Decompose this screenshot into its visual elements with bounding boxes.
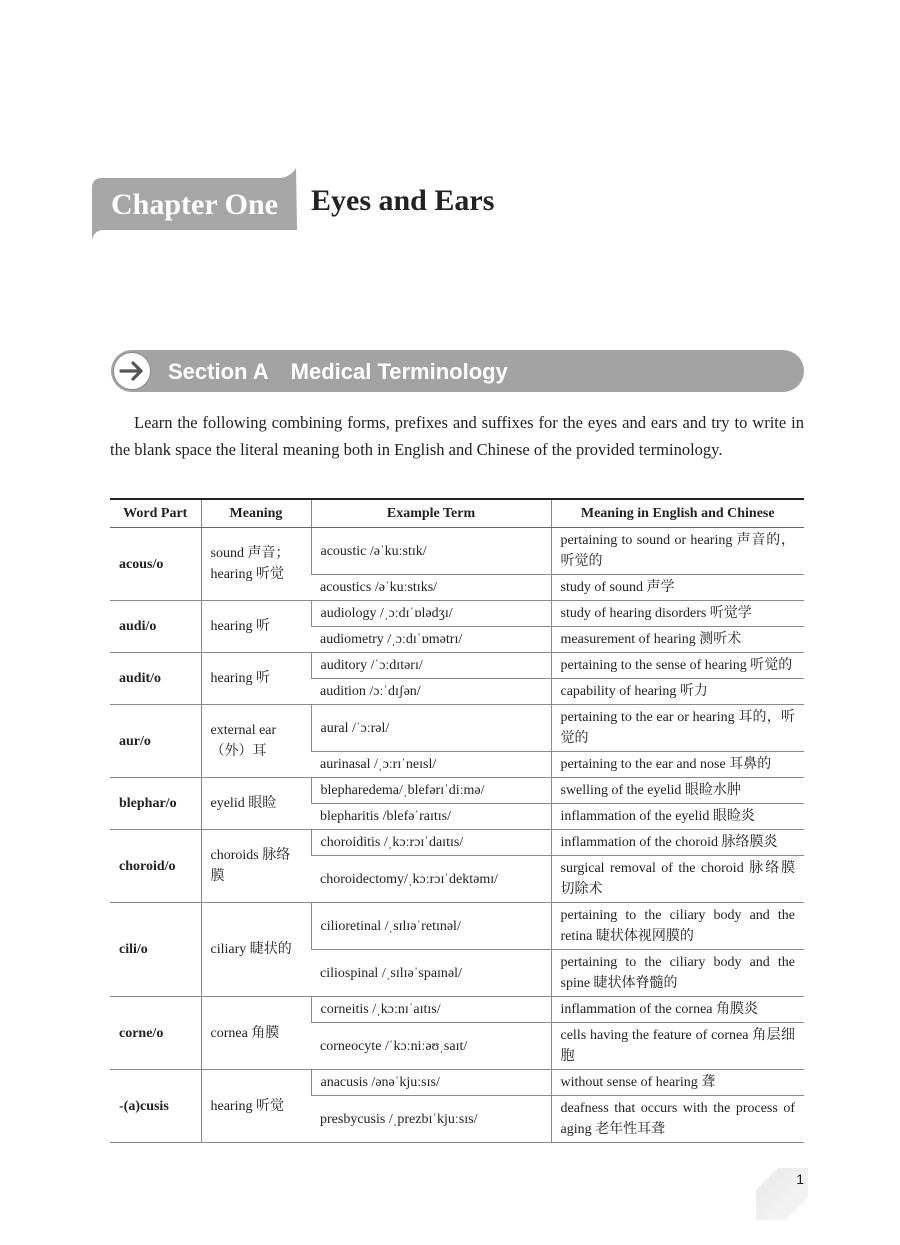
table-row [110,997,804,1023]
table-row [110,778,804,804]
header-meaning: Meaning [201,499,311,528]
term-meaning-cell: pertaining to the ciliary body and the retina 睫状体视网膜的 [551,903,804,950]
meaning-cell: eyelid 眼睑 [201,778,311,830]
example-term-cell: acoustics /əˈkuːstɪks/ [311,575,551,601]
example-term-cell: audiometry /ˌɔːdɪˈɒmətrɪ/ [311,627,551,653]
term-meaning-cell: inflammation of the choroid 脉络膜炎 [551,830,804,856]
example-term-cell: acoustic /əˈkuːstɪk/ [311,528,551,575]
term-meaning-cell: study of sound 声学 [551,575,804,601]
word-part-cell: choroid/o [110,830,201,903]
meaning-cell: sound 声音；hearing 听觉 [201,528,311,601]
word-part-cell: acous/o [110,528,201,601]
example-term-cell: audition /ɔːˈdɪʃən/ [311,679,551,705]
table-row [110,601,804,627]
term-meaning-cell: measurement of hearing 测听术 [551,627,804,653]
intro-paragraph: Learn the following combining forms, prefixes and suffixes for the eyes and ears and try to write in the blank space the literal meaning both in English and Chinese of the provided terminology. [110,413,804,459]
term-meaning-cell: deafness that occurs with the process of aging 老年性耳聋 [551,1096,804,1143]
term-meaning-cell: pertaining to the sense of hearing 听觉的 [551,653,804,679]
chapter-title: Eyes and Ears [311,184,495,217]
table-row [110,653,804,679]
word-part-cell: aur/o [110,705,201,778]
example-term-cell: auditory /ˈɔːdɪtərɪ/ [311,653,551,679]
meaning-cell: hearing 听 [201,653,311,705]
term-meaning-cell: surgical removal of the choroid 脉络膜切除术 [551,856,804,903]
term-meaning-cell: inflammation of the cornea 角膜炎 [551,997,804,1023]
page-number-tab [756,1168,808,1220]
example-term-cell: audiology /ˌɔːdɪˈɒlədʒɪ/ [311,601,551,627]
table-row [110,830,804,856]
page-number: 1 [796,1171,804,1187]
example-term-cell: corneitis /ˌkɔːnɪˈaɪtɪs/ [311,997,551,1023]
word-part-cell: corne/o [110,997,201,1070]
chapter-label: Chapter One [111,188,278,221]
term-meaning-cell: swelling of the eyelid 眼睑水肿 [551,778,804,804]
header-meaning-en-cn: Meaning in English and Chinese [551,499,804,528]
example-term-cell: choroidectomy/ˌkɔːrɔɪˈdektəmɪ/ [311,856,551,903]
word-part-cell: blephar/o [110,778,201,830]
table-row [110,705,804,752]
example-term-cell: choroiditis /ˌkɔːrɔɪˈdaɪtɪs/ [311,830,551,856]
example-term-cell: blepharitis /blefəˈraɪtɪs/ [311,804,551,830]
example-term-cell: blepharedema/ˌblefərɪˈdiːmə/ [311,778,551,804]
term-meaning-cell: pertaining to the ciliary body and the spine 睫状体脊髓的 [551,950,804,997]
section-title: Section A Medical Terminology [168,359,508,384]
meaning-cell: ciliary 睫状的 [201,903,311,997]
table-row [110,903,804,950]
meaning-cell: external ear（外）耳 [201,705,311,778]
example-term-cell: corneocyte /ˈkɔːniːəʊˌsaɪt/ [311,1023,551,1070]
example-term-cell: ciliospinal /ˌsɪlɪəˈspaɪnəl/ [311,950,551,997]
meaning-cell: hearing 听觉 [201,1070,311,1143]
table-row [110,1070,804,1096]
example-term-cell: anacusis /ənəˈkjuːsɪs/ [311,1070,551,1096]
term-meaning-cell: study of hearing disorders 听觉学 [551,601,804,627]
term-meaning-cell: inflammation of the eyelid 眼睑炎 [551,804,804,830]
terminology-table [110,498,804,1143]
meaning-cell: cornea 角膜 [201,997,311,1070]
example-term-cell: aural /ˈɔːrəl/ [311,705,551,752]
example-term-cell: cilioretinal /ˌsɪlɪəˈretɪnəl/ [311,903,551,950]
arrow-right-icon [113,352,151,390]
table-row [110,528,804,575]
header-word-part: Word Part [110,499,201,528]
term-meaning-cell: pertaining to the ear or hearing 耳的，听觉的 [551,705,804,752]
term-meaning-cell: pertaining to the ear and nose 耳鼻的 [551,752,804,778]
example-term-cell: aurinasal /ˌɔːrɪˈneɪsl/ [311,752,551,778]
word-part-cell: audit/o [110,653,201,705]
header-example-term: Example Term [311,499,551,528]
term-meaning-cell: capability of hearing 听力 [551,679,804,705]
chapter-tab [92,168,297,240]
table-header-row [110,499,804,528]
word-part-cell: audi/o [110,601,201,653]
meaning-cell: choroids 脉络膜 [201,830,311,903]
table-body [110,528,804,1143]
example-term-cell: presbycusis /ˌprezbɪˈkjuːsɪs/ [311,1096,551,1143]
word-part-cell: cili/o [110,903,201,997]
word-part-cell: -(a)cusis [110,1070,201,1143]
term-meaning-cell: pertaining to sound or hearing 声音的，听觉的 [551,528,804,575]
term-meaning-cell: without sense of hearing 聋 [551,1070,804,1096]
meaning-cell: hearing 听 [201,601,311,653]
term-meaning-cell: cells having the feature of cornea 角层细胞 [551,1023,804,1070]
